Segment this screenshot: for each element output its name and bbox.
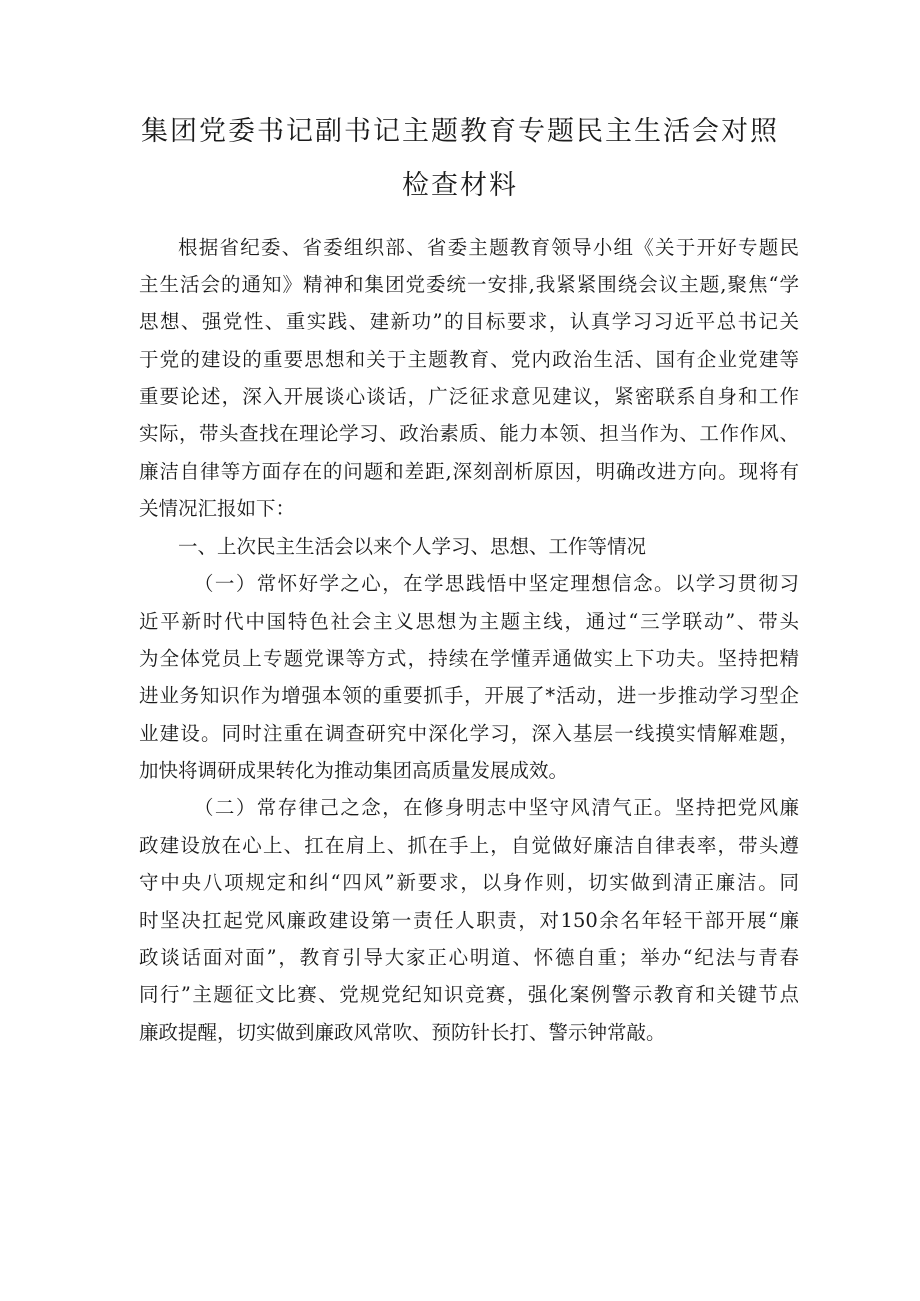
subsection-1-line: 业建设。同时注重在调查研究中深化学习，深入基层一线摸实情解难题，	[139, 722, 799, 745]
subsection-2-line: 政建设放在心上、扛在肩上、抓在手上，自觉做好廉洁自律表率，带头遵	[139, 834, 799, 857]
intro-line: 思想、强党性、重实践、建新功”的目标要求，认真学习习近平总书记关	[139, 310, 799, 333]
intro-line: 主生活会的通知》精神和集团党委统一安排,我紧紧围绕会议主题,聚焦“学	[139, 273, 799, 296]
document-title-line-2: 检查材料	[402, 170, 518, 201]
subsection-2-line: （二）常存律己之念，在修身明志中坚守风清气正。坚持把党风廉	[194, 796, 799, 819]
subsection-2-line: 时坚决扛起党风廉政建设第一责任人职责，对150余名年轻干部开展“廉	[139, 909, 799, 932]
subsection-1-line: （一）常怀好学之心，在学思践悟中坚定理想信念。以学习贯彻习	[194, 572, 799, 595]
intro-line: 关情况汇报如下：	[139, 497, 296, 520]
section-heading: 一、上次民主生活会以来个人学习、思想、工作等情况	[178, 535, 647, 558]
subsection-1-line: 加快将调研成果转化为推动集团高质量发展成效。	[139, 759, 569, 782]
intro-line: 根据省纪委、省委组织部、省委主题教育领导小组《关于开好专题民	[178, 236, 799, 259]
subsection-2-line: 同行”主题征文比赛、党规党纪知识竞赛，强化案例警示教育和关键节点	[139, 983, 799, 1006]
subsection-1-line: 进业务知识作为增强本领的重要抓手，开展了*活动，进一步推动学习型企	[139, 684, 799, 707]
subsection-2-line: 廉政提醒，切实做到廉政风常吹、预防针长打、警示钟常敲。	[139, 1021, 666, 1044]
intro-line: 于党的建设的重要思想和关于主题教育、党内政治生活、国有企业党建等	[139, 348, 799, 371]
subsection-2-line: 守中央八项规定和纠“四风”新要求，以身作则，切实做到清正廉洁。同	[139, 871, 799, 894]
document-title-line-1: 集团党委书记副书记主题教育专题民主生活会对照	[141, 116, 779, 147]
subsection-1-line: 为全体党员上专题党课等方式，持续在学懂弄通做实上下功夫。坚持把精	[139, 647, 799, 670]
intro-line: 廉洁自律等方面存在的问题和差距,深刻剖析原因，明确改进方向。现将有	[139, 460, 799, 483]
intro-line: 重要论述，深入开展谈心谈话，广泛征求意见建议，紧密联系自身和工作	[139, 385, 799, 408]
intro-line: 实际，带头查找在理论学习、政治素质、能力本领、担当作为、工作作风、	[139, 422, 799, 445]
subsection-1-line: 近平新时代中国特色社会主义思想为主题主线，通过“三学联动”、带头	[139, 610, 799, 633]
subsection-2-line: 政谈话面对面”，教育引导大家正心明道、怀德自重；举办“纪法与青春	[139, 946, 799, 969]
